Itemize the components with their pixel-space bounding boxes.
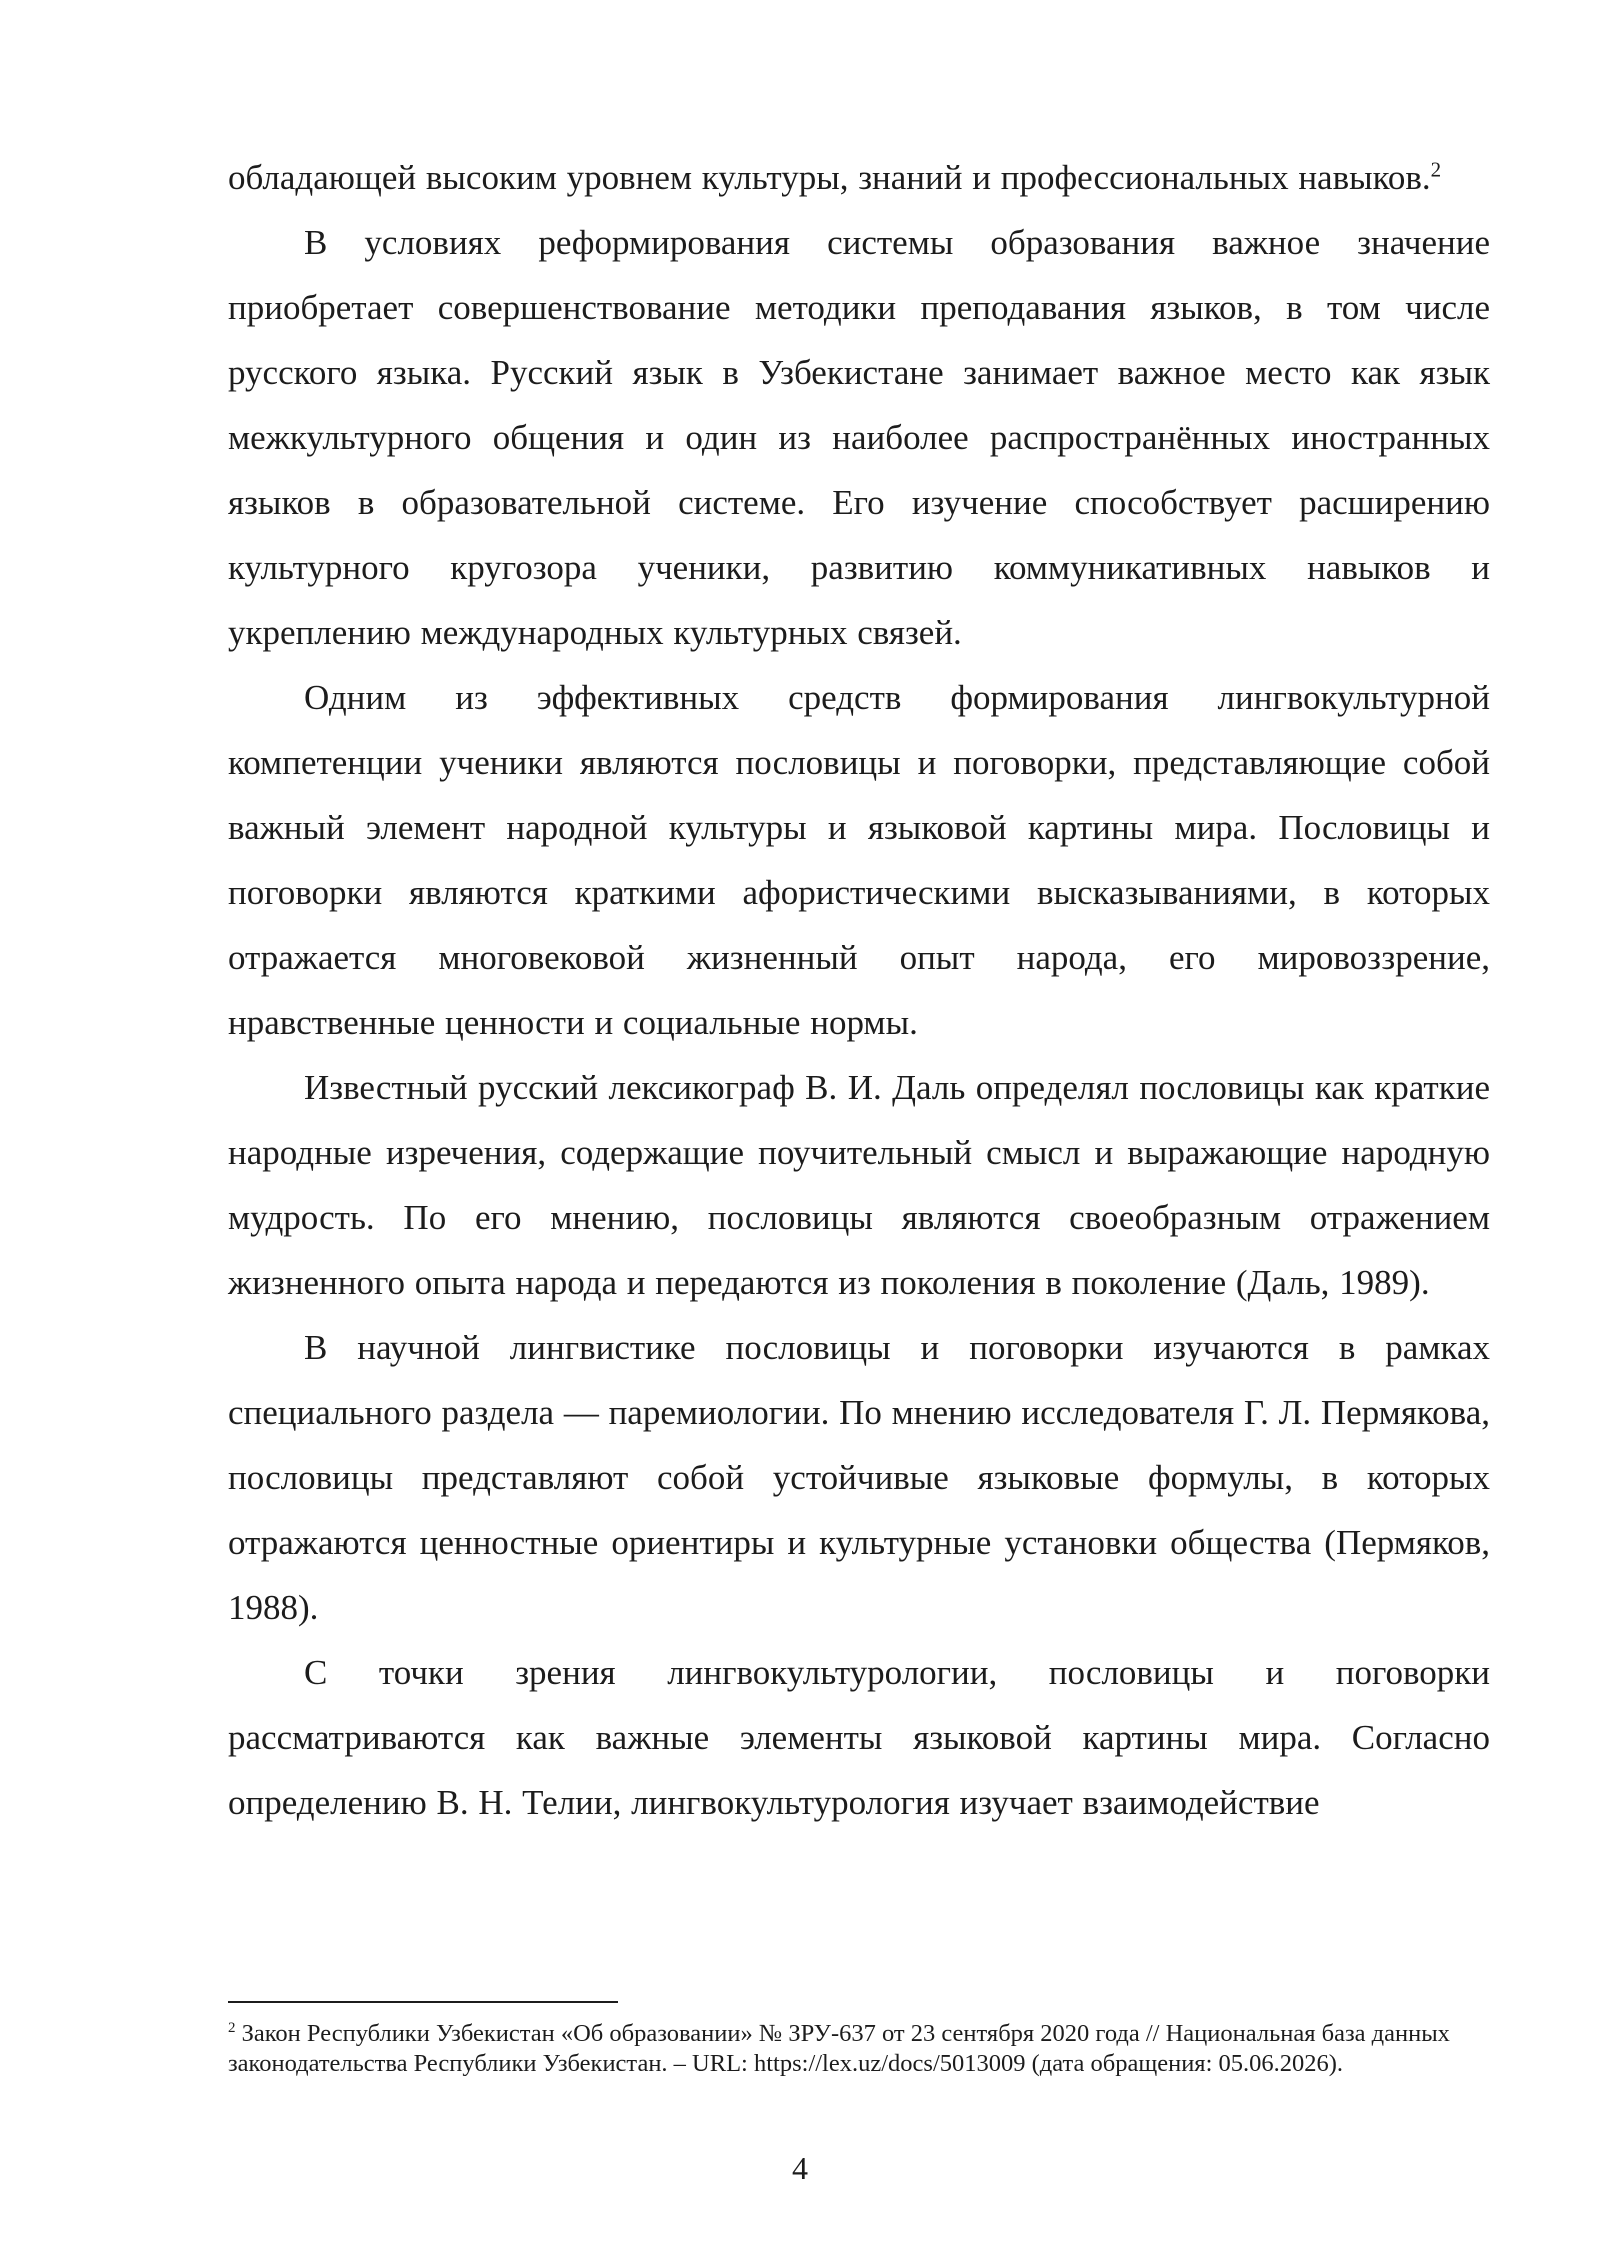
paragraph: Известный русский лексикограф В. И. Даль определял пословицы как краткие народные изречения, содержащие поучительный смысл и выражающие народную мудрость. По его мнению, пословицы являются своеобразным отражением жизненного опыта народа и передаются из поколения в поколение (Даль, 1989). (228, 1068, 1490, 1302)
paragraph-continuation (228, 145, 1490, 210)
paragraph: С точки зрения лингвокультурологии, пословицы и поговорки рассматриваются как важные элементы языковой картины мира. Согласно определению В. Н. Телии, лингвокультурология изучает взаимодействие (228, 1653, 1490, 1822)
page-number: 4 (792, 2150, 808, 2186)
paragraph: В научной лингвистике пословицы и поговорки изучаются в рамках специального раздела — паремиологии. По мнению исследователя Г. Л. Пермякова, пословицы представляют собой устойчивые языковые формулы, в которых отражаются ценностные ориентиры и культурные установки общества (Пермяков, 1988). (228, 1328, 1490, 1627)
footnote-text: Закон Республики Узбекистан «Об образовании» № ЗРУ-637 от 23 сентября 2020 года // Национальная база данных законодательства Республики Узбекистан. – URL: https://lex.uz/docs/5013009 (дата обращения: 05.06.2026). (228, 2020, 1450, 2077)
footnote-mark: 2 (228, 2019, 236, 2036)
paragraph-text: обладающей высоким уровнем культуры, знаний и профессиональных навыков. (228, 158, 1431, 197)
paragraph: Одним из эффективных средств формирования лингвокультурной компетенции ученики являются пословицы и поговорки, представляющие собой важный элемент народной культуры и языковой картины мира. Пословицы и поговорки являются краткими афористическими высказываниями, в которых отражается многовековой жизненный опыт народа, его мировоззрение, нравственные ценности и социальные нормы. (228, 678, 1490, 1042)
paragraph: В условиях реформирования системы образования важное значение приобретает совершенствование методики преподавания языков, в том числе русского языка. Русский язык в Узбекистане занимает важное место как язык межкультурного общения и один из наиболее распространённых иностранных языков в образовательной системе. Его изучение способствует расширению культурного кругозора ученики, развитию коммуникативных навыков и укреплению международных культурных связей. (228, 223, 1490, 652)
footnote (228, 2019, 1490, 2079)
footnote-separator (228, 2001, 618, 2003)
footnote-reference[interactable]: 2 (1430, 157, 1442, 182)
page-body (228, 145, 1490, 1835)
